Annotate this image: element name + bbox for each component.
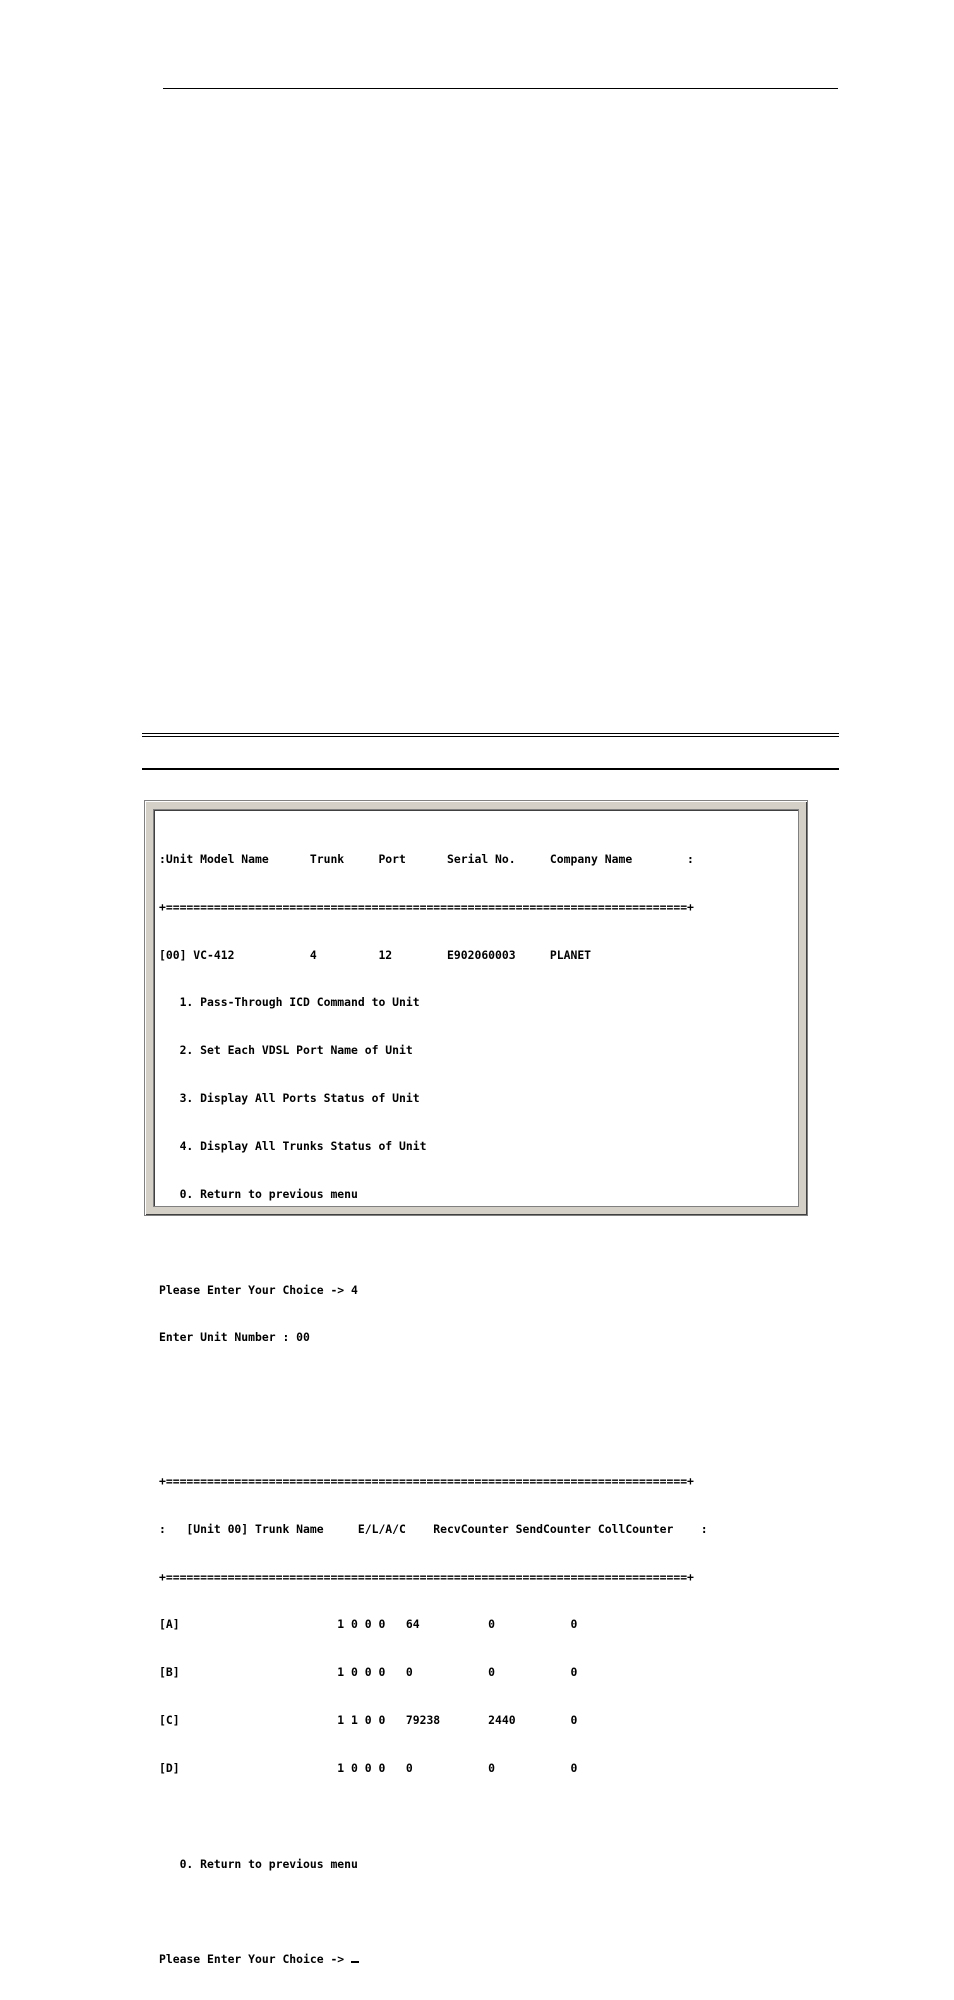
terminal-line-separator: +============================================================================+ (159, 899, 694, 914)
terminal-line-header: :Unit Model Name Trunk Port Serial No. Company Name : (159, 851, 694, 866)
text-cursor (351, 1961, 359, 1963)
menu-option-2: 2. Set Each VDSL Port Name of Unit (159, 1043, 413, 1058)
terminal-line-blank (159, 1378, 708, 1394)
terminal-line-unit-info: [00] VC-412 4 12 E902060003 PLANET (159, 947, 592, 962)
trunk-row-d: [D] 1 0 0 0 0 0 0 (159, 1760, 578, 1775)
menu-option-4: 4. Display All Trunks Status of Unit (159, 1138, 427, 1153)
return-option: 0. Return to previous menu (159, 1856, 358, 1871)
header-rule (163, 88, 838, 89)
menu-option-3: 3. Display All Ports Status of Unit (159, 1091, 420, 1106)
trunk-row-c: [C] 1 1 0 0 79238 2440 0 (159, 1713, 578, 1728)
trunk-row-b: [B] 1 0 0 0 0 0 0 (159, 1665, 578, 1680)
section-rule-top-double (142, 736, 839, 737)
section-rule-top (142, 733, 839, 734)
terminal-screen[interactable] (153, 809, 799, 1967)
menu-option-1: 1. Pass-Through ICD Command to Unit (159, 995, 420, 1010)
section-rule-bottom (142, 768, 839, 770)
terminal-window (144, 800, 808, 1967)
terminal-line-blank (159, 1904, 708, 1920)
trunk-table-header-border: +============================================================================+ (159, 1569, 694, 1584)
final-choice-prompt: Please Enter Your Choice -> (159, 1952, 352, 1967)
final-prompt-line[interactable] (159, 1952, 708, 1968)
choice-prompt: Please Enter Your Choice -> 4 (159, 1282, 358, 1297)
unit-number-prompt: Enter Unit Number : 00 (159, 1330, 310, 1345)
terminal-line-blank (159, 1235, 708, 1251)
terminal-output (159, 820, 708, 2000)
menu-option-0: 0. Return to previous menu (159, 1186, 358, 1201)
trunk-table-header: : [Unit 00] Trunk Name E/L/A/C RecvCounter SendCounter CollCounter : (159, 1521, 708, 1536)
trunk-row-a: [A] 1 0 0 0 64 0 0 (159, 1617, 578, 1632)
trunk-table-top-border: +============================================================================+ (159, 1473, 694, 1488)
terminal-line-blank (159, 1809, 708, 1825)
terminal-line-blank (159, 1426, 708, 1442)
